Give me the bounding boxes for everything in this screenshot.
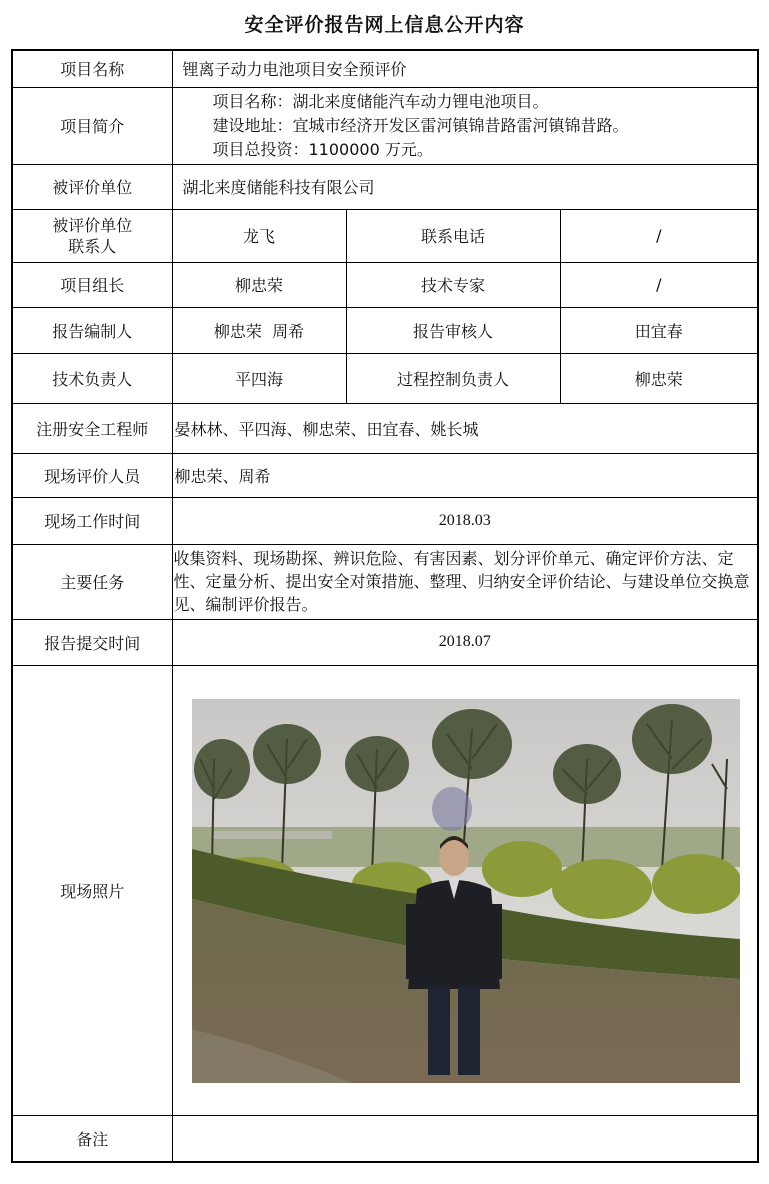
label-site-staff: 现场评价人员	[12, 453, 172, 497]
value-contact: 龙飞	[172, 209, 346, 262]
value-tech-expert: /	[560, 262, 758, 307]
value-main-tasks: 收集资料、现场勘探、辨识危险、有害因素、划分评价单元、确定评价方法、定性、定量分析、提出安全对策措施、整理、归纳安全评价结论、与建设单位交换意见、编制评价报告。	[172, 544, 758, 619]
label-contact-line2: 联系人	[68, 236, 117, 256]
row-engineers	[12, 403, 758, 453]
row-submit-time	[12, 619, 758, 665]
label-submit-time: 报告提交时间	[12, 619, 172, 665]
value-site-staff: 柳忠荣、周希	[172, 453, 758, 497]
row-main-tasks	[12, 544, 758, 619]
value-tech-lead: 平四海	[172, 353, 346, 403]
value-phone: /	[560, 209, 758, 262]
intro-line-investment: 项目总投资：1100000 万元。	[212, 139, 433, 159]
label-engineers: 注册安全工程师	[12, 403, 172, 453]
label-site-photo: 现场照片	[12, 665, 172, 1115]
label-phone: 联系电话	[346, 209, 560, 262]
label-evaluated-unit: 被评价单位	[12, 164, 172, 209]
row-site-time	[12, 497, 758, 544]
value-remarks	[172, 1115, 758, 1162]
row-contact	[12, 209, 758, 262]
value-submit-time: 2018.07	[172, 619, 758, 665]
value-report-reviewer: 田宜春	[560, 307, 758, 353]
value-project-intro	[172, 87, 758, 164]
row-site-staff	[12, 453, 758, 497]
page-title: 安全评价报告网上信息公开内容	[244, 14, 525, 36]
label-contact-line1: 被评价单位	[52, 215, 133, 235]
site-photo-image	[192, 699, 740, 1083]
row-evaluated-unit	[12, 164, 758, 209]
label-main-tasks: 主要任务	[12, 544, 172, 619]
row-team-leader	[12, 262, 758, 307]
label-project-name: 项目名称	[12, 50, 172, 87]
value-site-time: 2018.03	[172, 497, 758, 544]
label-site-time: 现场工作时间	[12, 497, 172, 544]
value-evaluated-unit: 湖北来度储能科技有限公司	[172, 164, 758, 209]
row-project-intro	[12, 87, 758, 164]
label-team-leader: 项目组长	[12, 262, 172, 307]
info-table	[11, 49, 759, 1163]
label-remarks: 备注	[12, 1115, 172, 1162]
label-tech-lead: 技术负责人	[12, 353, 172, 403]
label-tech-expert: 技术专家	[346, 262, 560, 307]
value-report-author: 柳忠荣 周希	[172, 307, 346, 353]
value-engineers: 晏林林、平四海、柳忠荣、田宜春、姚长城	[172, 403, 758, 453]
label-report-author: 报告编制人	[12, 307, 172, 353]
value-team-leader: 柳忠荣	[172, 262, 346, 307]
row-tech-lead	[12, 353, 758, 403]
intro-line-name: 项目名称：湖北来度储能汽车动力锂电池项目。	[212, 91, 549, 111]
value-project-name: 锂离子动力电池项目安全预评价	[172, 50, 758, 87]
row-site-photo	[12, 665, 758, 1115]
row-report-author	[12, 307, 758, 353]
site-photo-cell	[172, 665, 758, 1115]
row-project-name	[12, 50, 758, 87]
site-photo	[192, 699, 740, 1083]
label-process-control: 过程控制负责人	[346, 353, 560, 403]
row-remarks	[12, 1115, 758, 1162]
value-process-control: 柳忠荣	[560, 353, 758, 403]
intro-line-address: 建设地址：宜城市经济开发区雷河镇锦昔路雷河镇锦昔路。	[212, 115, 629, 135]
label-contact	[12, 209, 172, 262]
label-project-intro: 项目简介	[12, 87, 172, 164]
label-report-reviewer: 报告审核人	[346, 307, 560, 353]
